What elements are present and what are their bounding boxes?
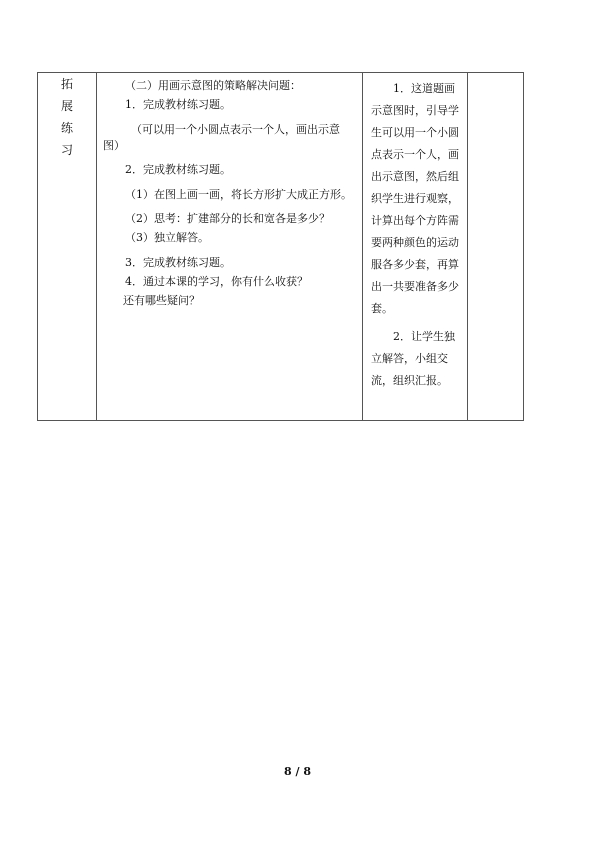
content-item-2-sub-2: （2）思考：扩建部分的长和宽各是多少？ <box>125 212 330 225</box>
content-item-2-sub-1: （1）在图上画一画，将长方形扩大成正方形。 <box>125 187 352 201</box>
content-item-2-sub-3: （3）独立解答。 <box>125 231 209 244</box>
section-label-cell <box>38 73 97 421</box>
section-label-char: 拓 <box>60 77 73 91</box>
section-label-char: 练 <box>60 121 73 135</box>
section-label-char: 展 <box>60 99 73 113</box>
content-item-1-note: （可以用一个小圆点表示一个人，画出示意图） <box>103 122 340 152</box>
teacher-notes-cell <box>363 73 468 421</box>
lesson-plan-table <box>37 72 524 421</box>
content-item-4-continued: 还有哪些疑问？ <box>123 293 200 307</box>
section-label <box>38 73 96 161</box>
content-item-3: 3．完成教材练习题。 <box>125 255 231 269</box>
empty-cell <box>468 73 524 421</box>
content-item-2: 2．完成教材练习题。 <box>125 163 231 176</box>
page-number: 8 / 8 <box>284 765 311 778</box>
teacher-note-1: 1．这道题画示意图时，引导学生可以用一个小圆点表示一个人，画出示意图，然后组织学生进行观察，计算出每个方阵需要两种颜色的运动服各多少套，再算出一共要准备多少套。 <box>371 82 459 315</box>
content-item-4: 4．通过本课的学习，你有什么收获？ <box>125 274 308 288</box>
teaching-content-cell <box>97 73 363 421</box>
teacher-note-2: 2．让学生独立解答，小组交流，组织汇报。 <box>371 330 455 387</box>
table-row <box>38 73 524 421</box>
content-item-1: 1．完成教材练习题。 <box>125 98 231 111</box>
section-label-char: 习 <box>60 143 73 157</box>
content-heading: （二）用画示意图的策略解决问题： <box>125 79 301 92</box>
